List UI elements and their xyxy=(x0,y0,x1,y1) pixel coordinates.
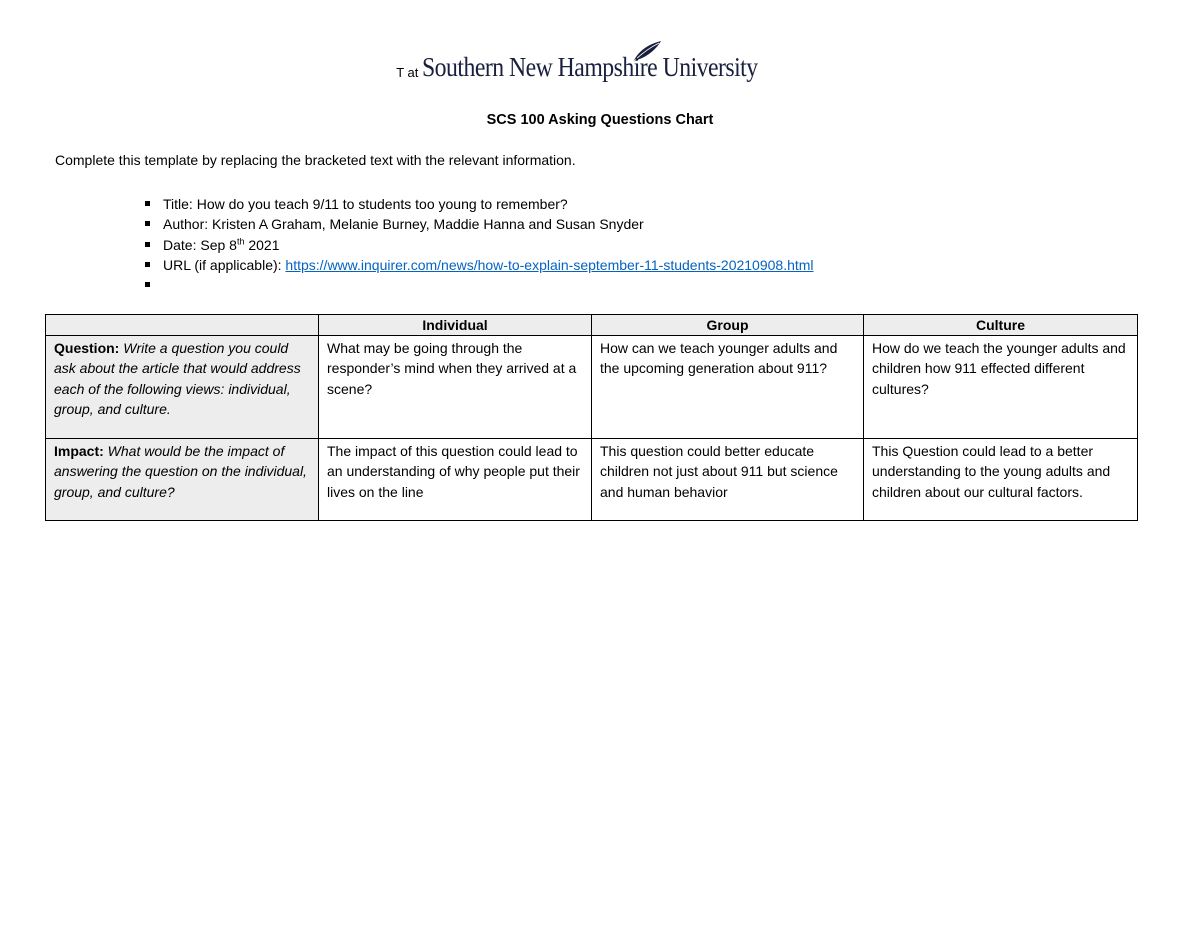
impact-culture-cell[interactable]: This Question could lead to a better understanding to the young adults and children about our cultural factors. xyxy=(864,439,1138,521)
article-title: Title: How do you teach 9/11 to students too young to remember? xyxy=(163,196,568,212)
bullet-icon xyxy=(145,242,150,247)
question-individual-cell[interactable]: What may be going through the responder’s mind when they arrived at a scene? xyxy=(319,336,592,439)
list-item xyxy=(145,275,814,295)
impact-prompt: What would be the impact of answering the question on the individual, group, and culture? xyxy=(54,443,307,500)
header-cell-group: Group xyxy=(592,315,864,336)
list-item xyxy=(145,214,814,234)
page-title: SCS 100 Asking Questions Chart xyxy=(486,112,714,128)
question-prompt: Write a question you could ask about the article that would address each of the following views: individual, group, and culture. xyxy=(54,340,301,417)
impact-individual-cell[interactable]: The impact of this question could lead to an understanding of why people put their lives on the line xyxy=(319,439,592,521)
header-prefix: T at xyxy=(396,65,419,80)
header-cell-empty xyxy=(46,315,319,336)
list-item xyxy=(145,255,814,275)
question-culture-cell[interactable]: How do we teach the younger adults and children how 911 effected different cultures? xyxy=(864,336,1138,439)
table-row xyxy=(46,439,1138,521)
article-link[interactable]: https://www.inquirer.com/news/how-to-explain-september-11-students-20210908.html xyxy=(285,256,814,273)
university-name: Southern New Hampshire University xyxy=(422,52,759,82)
impact-label: Impact: xyxy=(54,443,104,459)
date-superscript: th xyxy=(236,235,245,246)
header-row xyxy=(46,315,1138,336)
intro-text: Complete this template by replacing the bracketed text with the relevant information. xyxy=(55,152,576,168)
questions-chart xyxy=(45,314,1138,521)
table-row xyxy=(46,336,1138,439)
bullet-icon xyxy=(145,201,150,206)
bullet-list xyxy=(145,194,814,295)
date-prefix: Date: Sep 8 xyxy=(163,236,237,253)
question-group-cell[interactable]: How can we teach younger adults and the upcoming generation about 911? xyxy=(592,336,864,439)
question-label-cell xyxy=(46,336,319,439)
document-header xyxy=(0,52,1200,83)
impact-label-cell xyxy=(46,439,319,521)
university-logo xyxy=(422,52,803,83)
bullet-icon xyxy=(145,262,150,267)
bullet-icon xyxy=(145,221,150,226)
logo-line xyxy=(396,52,804,83)
impact-group-cell[interactable]: This question could better educate children not just about 911 but science and human behavior xyxy=(592,439,864,521)
question-label: Question: xyxy=(54,340,120,356)
date-suffix: 2021 xyxy=(244,236,280,253)
header-cell-individual: Individual xyxy=(319,315,592,336)
list-item xyxy=(145,194,814,214)
article-date xyxy=(163,237,280,253)
header-cell-culture: Culture xyxy=(864,315,1138,336)
url-label: URL (if applicable): xyxy=(163,256,286,273)
bullet-icon xyxy=(145,282,150,287)
article-author: Author: Kristen A Graham, Melanie Burney, Maddie Hanna and Susan Snyder xyxy=(163,216,644,233)
list-item xyxy=(145,235,814,255)
